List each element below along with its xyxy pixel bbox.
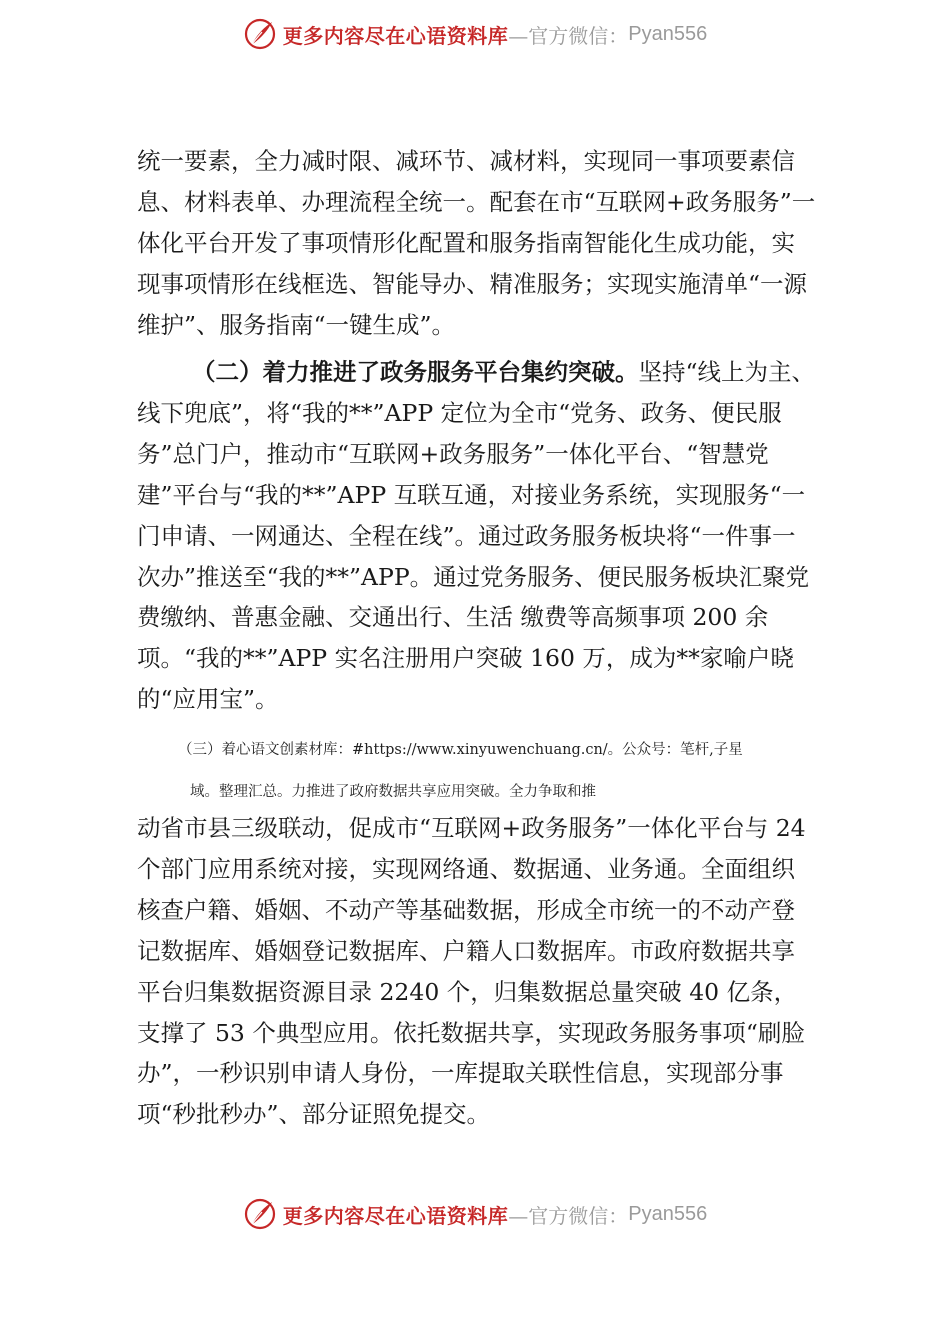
feather-pen-logo [243,17,277,51]
watermark-line-2: 域。整理汇总。力推进了政府数据共享应用突破。全力争取和推 [190,784,596,800]
watermark-line-1: （三）着心语文创素材库：#https://www.xinyuwenchuang.cn/。公众号：笔杆,子星 [178,742,743,758]
paragraph-3: 动省市县三级联动，促成市“互联网+政务服务”一体化平台与 24 个部门应用系统对接，实现网络通、数据通、业务通。全面组织核查户籍、婚姻、不动产等基础数据，形成全市统一的不动产登记数据库、婚姻登记数据库、户籍人口数据库。市政府数据共享平台归集数据资源目录 2240 个，归集数据总量突破 40 亿条，支撑了 53 个典型应用。依托数据共享，实现政务服务事项“刷脸办”，一秒识别申请人身份，一库提取关联性信息，实现部分事项“秒批秒办”、部分证照免提交。 [137,814,806,1129]
banner-separator: —官方微信： [508,1203,629,1228]
paragraph-1: 统一要素，全力减时限、减环节、减材料，实现同一事项要素信息、材料表单、办理流程全统一。配套在市“互联网+政务服务”一体化平台开发了事项情形化配置和服务指南智能化生成功能，实现事项情形在线框选、智能导办、精准服务；实现实施清单“一源维护”、服务指南“一键生成”。 [137,147,816,339]
paragraph-2 [137,352,817,720]
banner-separator: —官方微信： [508,23,629,48]
banner-account: Pyan556 [628,1202,708,1225]
section-heading-2: （二）着力推进了政务服务平台集约突破。 [192,358,639,386]
header-banner [0,14,950,54]
banner-title: 更多内容尽在心语资料库 [282,23,509,48]
banner-title: 更多内容尽在心语资料库 [282,1203,509,1228]
paragraph-2-body: 坚持“线上为主、线下兜底”，将“我的**”APP 定位为全市“党务、政务、便民服务”总门户，推动市“互联网+政务服务”一体化平台、“智慧党建”平台与“我的**”APP 互联互通，对接业务系统，实现服务“一门申请、一网通达、全程在线”。通过政务服务板块将“一件事一次办”推送至“我的**”APP。通过党务服务、便民服务板块汇聚党费缴纳、普惠金融、交通出行、生活 缴费等高频事项 200 余项。“我的**”APP 实名注册用户突破 160 万，成为**家喻户晓的“应用宝”。 [137,358,816,714]
footer-banner [0,1194,950,1234]
feather-pen-logo [243,1197,277,1231]
banner-account: Pyan556 [628,22,708,45]
